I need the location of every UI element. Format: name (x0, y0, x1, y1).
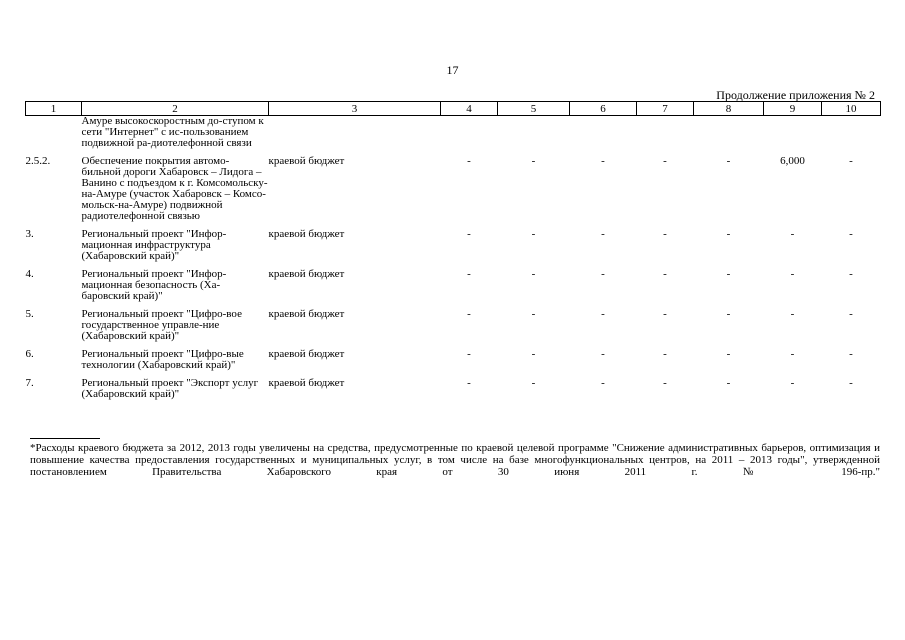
row-source: краевой бюджет (268, 348, 345, 360)
row-value: - (663, 155, 667, 167)
continuation-label: Продолжение приложения № 2 (716, 88, 875, 102)
row-number: 6. (25, 348, 34, 360)
row-value: - (726, 155, 731, 167)
table-row (26, 150, 881, 223)
row-value: - (663, 228, 667, 240)
row-value: - (601, 348, 605, 360)
row-number (26, 116, 82, 151)
column-header: 8 (694, 102, 764, 116)
row-value (498, 116, 570, 151)
row-number: 4. (25, 268, 34, 280)
row-name: Амуре высокоскоростным до-ступом к сети "Интернет" с ис-пользованием подвижной ра-диотелефонной связи (81, 115, 264, 149)
table-row (26, 223, 881, 263)
row-value: - (601, 155, 605, 167)
row-name: Региональный проект "Цифро-вое государственное управле-ние (Хабаровский край)" (81, 308, 242, 342)
row-value: - (601, 308, 605, 320)
row-value (694, 116, 764, 151)
row-value: - (663, 268, 667, 280)
row-source: краевой бюджет (268, 308, 345, 320)
row-value (822, 116, 881, 151)
row-value: - (467, 228, 471, 240)
row-value: - (849, 348, 853, 360)
row-value: - (726, 268, 731, 280)
row-name: Региональный проект "Цифро-вые технологии (Хабаровский край)" (81, 348, 244, 371)
row-value: - (663, 348, 667, 360)
row-value: - (790, 268, 795, 280)
row-value: - (601, 228, 605, 240)
row-value: - (467, 377, 471, 389)
row-value: - (849, 268, 853, 280)
row-value: - (531, 308, 536, 320)
column-header: 3 (269, 102, 441, 116)
footnote: *Расходы краевого бюджета за 2012, 2013 годы увеличены на средства, предусмотренные по краевой целевой программе "Снижение административных барьеров, оптимизация и повышение качества предоставления государственных и муниципальных услуг, в том числе на базе многофункциональных центров, на 2011 – 2013 годы", утвержденной постановлением Правительства Хабаровского края от 30 июня 2011 г. № 196-пр." (30, 442, 880, 478)
row-name: Региональный проект "Экспорт услуг (Хабаровский край)" (81, 377, 259, 400)
row-value: - (790, 377, 795, 389)
row-value: - (531, 155, 536, 167)
footnote-divider (30, 438, 100, 439)
row-value: - (467, 155, 471, 167)
row-source: краевой бюджет (268, 155, 345, 167)
row-name: Региональный проект "Инфор-мационная инфраструктура (Хабаровский край)" (81, 228, 227, 262)
table-row (26, 343, 881, 372)
row-value: - (531, 377, 536, 389)
appendix-table (25, 101, 881, 401)
row-value: - (849, 228, 853, 240)
row-number: 2.5.2. (25, 155, 51, 167)
column-header: 6 (570, 102, 637, 116)
table-row (26, 116, 881, 151)
table-header-row (26, 102, 881, 116)
row-value (764, 116, 822, 151)
row-value: - (467, 268, 471, 280)
row-value: - (467, 308, 471, 320)
row-number: 7. (25, 377, 34, 389)
table-row (26, 303, 881, 343)
row-value: - (467, 348, 471, 360)
column-header: 10 (822, 102, 881, 116)
row-value (637, 116, 694, 151)
column-header: 2 (82, 102, 269, 116)
row-source: краевой бюджет (268, 228, 345, 240)
row-source (269, 116, 441, 151)
column-header: 5 (498, 102, 570, 116)
row-value: - (849, 308, 853, 320)
row-name: Региональный проект "Инфор-мационная безопасность (Ха-баровский край)" (81, 268, 227, 302)
row-value: - (790, 228, 795, 240)
row-value (441, 116, 498, 151)
row-value: - (601, 377, 605, 389)
column-header: 7 (637, 102, 694, 116)
row-number: 3. (25, 228, 34, 240)
row-name: Обеспечение покрытия автомо-бильной дороги Хабаровск – Лидога – Ванино с подъездом к г. Комсомольску-на-Амуре (участок Хабаровск – Комсо-мольск-на-Амуре) подвижной радиотелефонной связью (81, 155, 268, 222)
row-source: краевой бюджет (268, 377, 345, 389)
row-number: 5. (25, 308, 34, 320)
row-value: - (531, 228, 536, 240)
row-source: краевой бюджет (268, 268, 345, 280)
row-value: - (726, 228, 731, 240)
row-value: - (531, 348, 536, 360)
row-value: - (601, 268, 605, 280)
row-value: - (726, 377, 731, 389)
row-value: - (790, 348, 795, 360)
row-value: - (726, 348, 731, 360)
row-value: - (790, 308, 795, 320)
row-value: 6,000 (780, 155, 805, 167)
page-number: 17 (446, 63, 459, 77)
row-value: - (531, 268, 536, 280)
row-value (570, 116, 637, 151)
table-row (26, 372, 881, 401)
column-header: 1 (26, 102, 82, 116)
row-value: - (663, 308, 667, 320)
column-header: 4 (441, 102, 498, 116)
table-row (26, 263, 881, 303)
row-value: - (849, 155, 853, 167)
row-value: - (726, 308, 731, 320)
row-value: - (849, 377, 853, 389)
row-value: - (663, 377, 667, 389)
column-header: 9 (764, 102, 822, 116)
